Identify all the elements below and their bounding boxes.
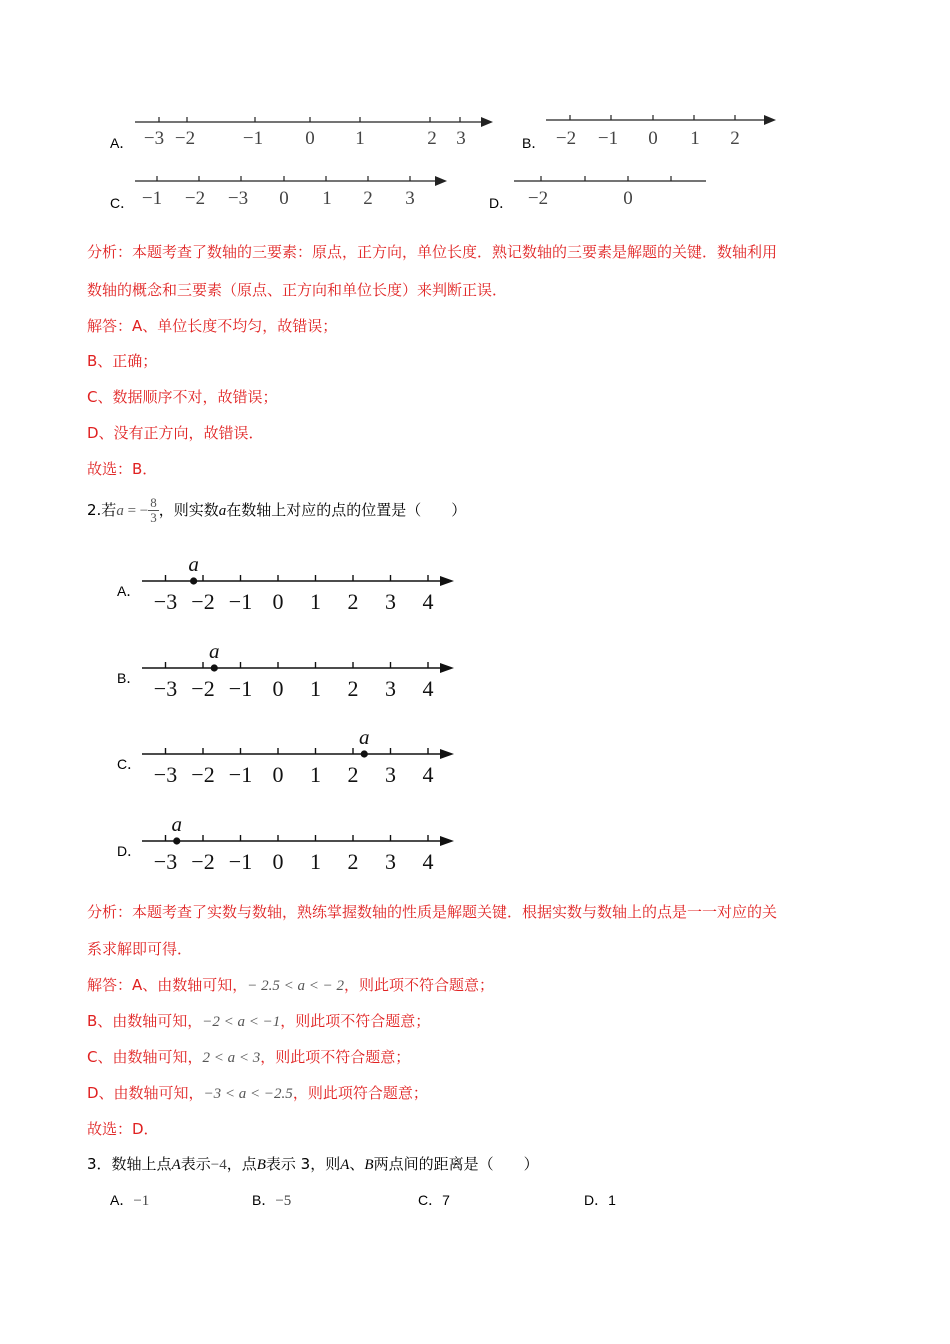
tick-label: 1 bbox=[355, 128, 365, 149]
tick-label: 3 bbox=[385, 589, 396, 614]
q1-analysis-line-2: 数轴的概念和三要素（原点、正方向和单位长度）来判断正误． bbox=[87, 281, 508, 299]
q2-answer-b-math: −2 < a < −1 bbox=[202, 1014, 281, 1030]
tick-label: 2 bbox=[363, 188, 373, 209]
q3-text: 表示 3，则 bbox=[265, 1155, 341, 1173]
tick-label: 0 bbox=[279, 188, 289, 209]
q3-point-b: B bbox=[256, 1157, 266, 1173]
tick-label: −3 bbox=[227, 188, 249, 209]
q3-option-c bbox=[418, 1190, 450, 1210]
tick-label: 2 bbox=[730, 128, 740, 149]
q2-answer-a-result: ，则此项不符合题意； bbox=[344, 976, 495, 994]
tick-label: 0 bbox=[648, 128, 658, 149]
q2-choice: 故选：D． bbox=[87, 1120, 159, 1138]
q2-frac-den: 3 bbox=[150, 510, 157, 525]
q2-option-a-label: A． bbox=[117, 583, 141, 599]
tick-label: 0 bbox=[272, 849, 284, 874]
tick-label: −3 bbox=[153, 849, 178, 874]
q2-var-a: a bbox=[116, 503, 124, 519]
q3-text: ，点 bbox=[226, 1155, 257, 1173]
tick-label: 2 bbox=[347, 762, 359, 787]
q2-option-d-label: D． bbox=[117, 843, 142, 859]
q2-option-c-label: C． bbox=[117, 756, 142, 772]
q3-option-a-label: A． bbox=[110, 1192, 134, 1208]
tick-label: 3 bbox=[385, 849, 396, 874]
q2-answer-c-text: C、由数轴可知， bbox=[87, 1048, 203, 1066]
q1-answer-d: D、没有正方向，故错误． bbox=[87, 424, 264, 442]
tick-label: 1 bbox=[690, 128, 700, 149]
q1-option-a-label: A． bbox=[110, 135, 134, 151]
tick-label: −3 bbox=[153, 762, 178, 787]
q3-point-b: B bbox=[364, 1157, 374, 1173]
axis-arrow bbox=[440, 749, 454, 759]
point-a-label: a bbox=[188, 552, 199, 576]
tick-label: 0 bbox=[305, 128, 315, 149]
q1-option-b-label: B． bbox=[522, 135, 546, 151]
q1-option-a-numberline bbox=[135, 110, 495, 150]
q2-stem-suffix: 在数轴上对应的点的位置是（ ） bbox=[226, 501, 467, 519]
q2-answer-c-result: ，则此项不符合题意； bbox=[260, 1048, 411, 1066]
tick-label: −2 bbox=[191, 589, 215, 614]
q1-option-b-numberline bbox=[546, 108, 786, 148]
tick-label: 3 bbox=[385, 676, 396, 701]
q2-analysis-line-1: 分析：本题考查了实数与数轴，熟练掌握数轴的性质是解题关键．根据实数与数轴上的点是一一对应的关 bbox=[87, 903, 778, 921]
tick-label: 1 bbox=[310, 589, 321, 614]
tick-label: −1 bbox=[228, 676, 253, 701]
q3-option-b-value: −5 bbox=[275, 1193, 292, 1209]
q1-option-d-numberline bbox=[514, 169, 714, 209]
tick-label: 4 bbox=[422, 762, 434, 787]
q3-point-a: A bbox=[171, 1157, 181, 1173]
tick-label: −2 bbox=[555, 128, 577, 149]
point-a bbox=[190, 577, 197, 584]
tick-label: 1 bbox=[310, 676, 321, 701]
q3-text: 、 bbox=[349, 1155, 365, 1173]
tick-label: 2 bbox=[427, 128, 437, 149]
q3-text: 两点间的距离是（ ） bbox=[373, 1155, 539, 1173]
q2-eq: = − bbox=[123, 503, 149, 519]
tick-label: −1 bbox=[242, 128, 264, 149]
tick-label: 2 bbox=[347, 849, 359, 874]
q2-option-b-numberline bbox=[140, 639, 460, 703]
point-a bbox=[211, 664, 218, 671]
tick-label: −1 bbox=[141, 188, 163, 209]
tick-label: 4 bbox=[422, 589, 434, 614]
q3-option-a-value: −1 bbox=[133, 1193, 150, 1209]
q3-option-c-value: 7 bbox=[442, 1192, 450, 1208]
q3-option-d-value: 1 bbox=[608, 1192, 616, 1208]
tick-label: −2 bbox=[191, 849, 215, 874]
q1-answer-a: 解答：A、单位长度不均匀，故错误； bbox=[87, 317, 338, 335]
point-a-label: a bbox=[171, 812, 182, 836]
point-a-label: a bbox=[209, 639, 220, 663]
tick-label: 3 bbox=[456, 128, 466, 149]
q1-option-d-label: D． bbox=[489, 195, 514, 211]
tick-label: 3 bbox=[385, 762, 396, 787]
q3-number: 3． bbox=[87, 1155, 112, 1173]
tick-label: −1 bbox=[228, 589, 253, 614]
q2-answer-d-math: −3 < a < −2.5 bbox=[203, 1086, 293, 1102]
point-a bbox=[361, 750, 368, 757]
q2-stem-prefix: 2.若 bbox=[87, 501, 117, 519]
q3-point-a: A bbox=[340, 1157, 350, 1173]
q2-answer-c bbox=[87, 1046, 410, 1067]
tick-label: 1 bbox=[322, 188, 332, 209]
q2-var-a-2: a bbox=[218, 503, 227, 519]
tick-label: −1 bbox=[228, 849, 253, 874]
q2-answer-a-text: 解答：A、由数轴可知， bbox=[87, 976, 248, 994]
q1-answer-b: B、正确； bbox=[87, 352, 158, 370]
tick-label: 0 bbox=[272, 676, 284, 701]
q3-option-a bbox=[110, 1190, 149, 1210]
tick-label: 4 bbox=[422, 676, 434, 701]
q2-answer-d-text: D、由数轴可知， bbox=[87, 1084, 204, 1102]
tick-label: 4 bbox=[422, 849, 434, 874]
tick-label: −3 bbox=[153, 589, 178, 614]
q2-answer-b-text: B、由数轴可知， bbox=[87, 1012, 203, 1030]
q1-option-c-label: C． bbox=[110, 195, 135, 211]
q3-option-b bbox=[252, 1190, 291, 1210]
tick-label: 2 bbox=[347, 676, 359, 701]
axis-arrow bbox=[440, 576, 454, 586]
q1-option-c-numberline bbox=[135, 169, 455, 209]
q2-answer-a-math: − 2.5 < a < − 2 bbox=[247, 978, 345, 994]
q2-answer-a bbox=[87, 974, 494, 995]
tick-label: −2 bbox=[174, 128, 196, 149]
q3-option-d-label: D． bbox=[584, 1192, 609, 1208]
tick-label: −2 bbox=[527, 188, 549, 209]
tick-label: 0 bbox=[623, 188, 633, 209]
tick-label: 1 bbox=[310, 762, 321, 787]
q1-analysis-line-1: 分析：本题考查了数轴的三要素：原点，正方向，单位长度．熟记数轴的三要素是解题的关键．数轴利用 bbox=[87, 243, 778, 261]
q3-option-d bbox=[584, 1190, 616, 1210]
q3-value-a: −4 bbox=[210, 1157, 227, 1173]
q2-option-d-numberline bbox=[140, 812, 460, 876]
q3-option-b-label: B． bbox=[252, 1192, 276, 1208]
q2-answer-b bbox=[87, 1010, 430, 1031]
tick-label: −1 bbox=[228, 762, 253, 787]
q2-option-b-label: B． bbox=[117, 670, 141, 686]
q3-option-c-label: C． bbox=[418, 1192, 443, 1208]
q2-answer-d bbox=[87, 1082, 428, 1103]
tick-label: 3 bbox=[405, 188, 415, 209]
q2-stem bbox=[87, 496, 466, 525]
q2-answer-b-result: ，则此项不符合题意； bbox=[280, 1012, 431, 1030]
tick-label: 1 bbox=[310, 849, 321, 874]
q2-fraction bbox=[148, 496, 159, 525]
q2-analysis-line-2: 系求解即可得． bbox=[87, 940, 193, 958]
tick-label: −3 bbox=[153, 676, 178, 701]
tick-label: −2 bbox=[184, 188, 206, 209]
tick-label: −2 bbox=[191, 762, 215, 787]
tick-label: 2 bbox=[347, 589, 359, 614]
q3-text: 表示 bbox=[180, 1155, 211, 1173]
q3-stem bbox=[87, 1153, 539, 1174]
q1-choice: 故选：B． bbox=[87, 460, 158, 478]
q2-frac-num: 8 bbox=[150, 495, 157, 510]
q3-text: 数轴上点 bbox=[111, 1155, 172, 1173]
tick-label: −1 bbox=[597, 128, 619, 149]
q2-answer-d-result: ，则此项符合题意； bbox=[292, 1084, 428, 1102]
q1-answer-c: C、数据顺序不对，故错误； bbox=[87, 388, 278, 406]
q2-option-c-numberline bbox=[140, 725, 460, 789]
tick-label: −3 bbox=[143, 128, 165, 149]
tick-label: 0 bbox=[272, 762, 284, 787]
q2-option-a-numberline bbox=[140, 552, 460, 616]
axis-arrow bbox=[440, 836, 454, 846]
tick-label: 0 bbox=[272, 589, 284, 614]
tick-label: −2 bbox=[191, 676, 215, 701]
q2-stem-mid: ，则实数 bbox=[158, 501, 219, 519]
axis-arrow bbox=[440, 663, 454, 673]
point-a bbox=[173, 837, 180, 844]
q2-answer-c-math: 2 < a < 3 bbox=[202, 1050, 261, 1066]
point-a-label: a bbox=[359, 725, 370, 749]
